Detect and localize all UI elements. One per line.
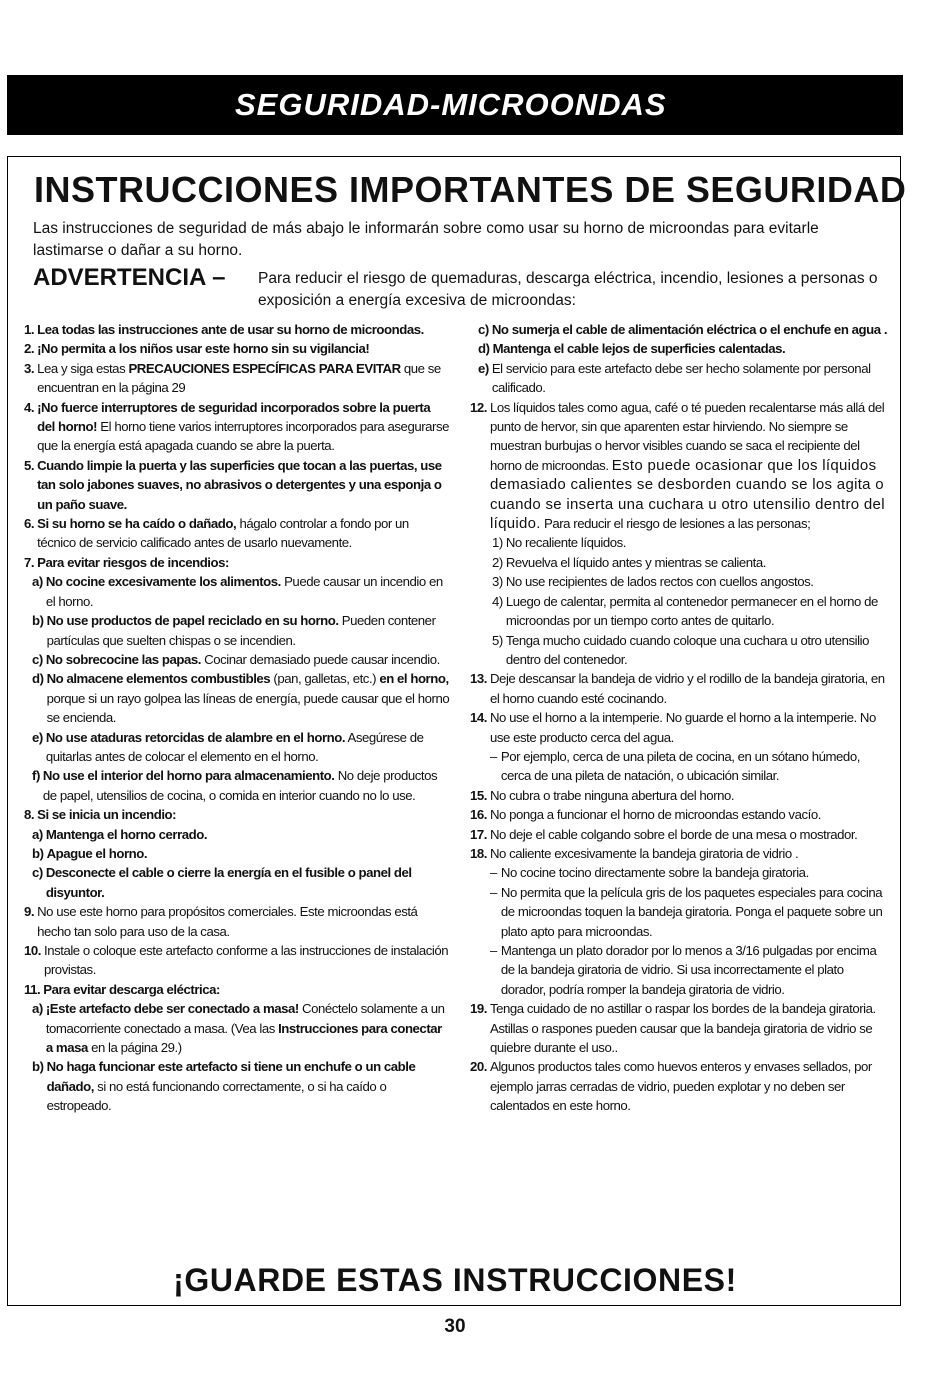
list-item	[24, 339, 450, 358]
item-number: 12.	[470, 399, 487, 415]
sub-item-letter: d)	[478, 341, 490, 357]
dash-icon: –	[490, 865, 497, 881]
item-number: 11.	[24, 981, 41, 997]
item-plain-text: hágalo controlar a fondo por un técnico de servicio calificado antes de usarlo nuevamente.	[37, 516, 409, 551]
item-plain-text: No deje productos de papel, utensilios de cocina, o comida en interior cuando no lo use.	[42, 768, 438, 803]
sub-item-text	[46, 728, 450, 767]
list-item	[470, 786, 888, 805]
item-number: 6.	[24, 516, 35, 532]
sub-item-text: Luego de calentar, permita al contenedor permanecer en el horno de microondas por un tiempo corto antes de quitarlo.	[505, 593, 878, 629]
item-text	[37, 805, 450, 824]
item-number: 8.	[24, 807, 35, 823]
item-bold-text: No sobrecocine las papas.	[45, 651, 201, 667]
item-bold-text: Mantenga el horno cerrado.	[45, 826, 208, 842]
banner-title: SEGURIDAD-MICROONDAS	[235, 87, 667, 122]
item-bold-text: Lea todas las instrucciones ante de usar su horno de microondas.	[37, 322, 424, 337]
item-bold-text: ¡Este artefacto debe ser conectado a masa!	[45, 1001, 299, 1017]
sub-item-text	[43, 766, 450, 805]
sub-item	[24, 611, 450, 650]
item-bold-text: No haga funcionar este artefacto si tiene un enchufe o un cable dañado,	[46, 1059, 416, 1094]
numbered-sub-item	[470, 572, 888, 591]
list-item	[470, 669, 888, 708]
item-bold-text: ¡No permita a los niños usar este horno sin su vigilancia!	[37, 341, 370, 357]
sub-item	[24, 1057, 450, 1115]
item-number: 3.	[24, 360, 35, 376]
item-bold-text: No cocine excesivamente los alimentos.	[45, 574, 281, 590]
list-item	[470, 1057, 888, 1115]
item-number: 9.	[24, 904, 35, 920]
item-plain-text: Para reducir el riesgo de lesiones a las personas;	[540, 516, 811, 532]
sub-item-number: 1)	[492, 535, 503, 551]
list-item	[24, 398, 450, 456]
sub-item-letter: c)	[478, 322, 489, 337]
dash-sub-item	[470, 941, 888, 999]
sub-item-text	[46, 999, 450, 1057]
sub-item-text	[46, 572, 450, 611]
sub-item-text: El servicio para este artefacto debe ser hecho solamente por personal calificado.	[491, 360, 871, 396]
list-item	[24, 456, 450, 514]
item-text: No deje el cable colgando sobre el borde de una mesa o mostrador.	[489, 826, 858, 842]
item-bold-text: No use ataduras retorcidas de alambre en el horno.	[45, 729, 346, 745]
item-number: 4.	[24, 399, 35, 415]
item-number: 19.	[470, 1001, 487, 1017]
item-text: No cubra o trabe ninguna abertura del horno.	[489, 787, 735, 803]
left-column	[24, 320, 450, 1116]
sub-item-letter: c)	[32, 651, 43, 667]
sub-item-number: 4)	[492, 593, 503, 609]
page-number: 30	[444, 1316, 466, 1337]
sub-item-text	[47, 611, 450, 650]
item-text	[37, 359, 450, 398]
item-number: 16.	[470, 807, 487, 823]
item-text	[37, 320, 450, 339]
item-text: Instale o coloque este artefacto conforme a las instrucciones de instalación provistas.	[43, 943, 449, 978]
sub-item-text	[493, 339, 888, 358]
item-plain-text: que se encuentran en la página 29	[37, 360, 441, 396]
list-item	[24, 553, 450, 572]
item-bold-text: Para evitar descarga eléctrica:	[43, 981, 220, 997]
item-plain-text: en la página 29.)	[87, 1040, 182, 1056]
sub-item-number: 3)	[492, 574, 503, 590]
numbered-sub-item	[470, 533, 888, 552]
item-bold-text: ¡No fuerce interruptores de seguridad incorporados sobre la puerta del horno!	[37, 399, 431, 435]
sub-item-text	[492, 320, 888, 339]
sub-item-text: No cocine tocino directamente sobre la bandeja giratoria.	[500, 865, 809, 881]
sub-item-text	[47, 844, 450, 863]
sub-item-text	[47, 1057, 450, 1115]
list-item	[470, 805, 888, 824]
warning-label: ADVERTENCIA –	[33, 264, 226, 291]
sub-item	[24, 572, 450, 611]
intro-paragraph: Las instrucciones de seguridad de más abajo le informarán sobre como usar su horno de microondas para evitarle lastimarse o dañar a su horno.	[33, 220, 819, 259]
dash-icon: –	[490, 884, 497, 900]
sub-item-text: No recaliente líquidos.	[505, 535, 626, 551]
item-wide-text: Esto puede ocasionar que los líquidos demasiado calientes se desborden cuando se los agita o cuando se inserta una cuchara u otro utensilio dentro del líquido.	[489, 456, 885, 533]
sub-item-text: No permita que la película gris de los paquetes especiales para cocina de microondas toquen la bandeja giratoria. Ponga el paquete sobre un plato apto para microondas.	[500, 884, 883, 939]
sub-item-letter: f)	[32, 768, 40, 784]
sub-item-letter: e)	[32, 729, 43, 745]
item-number: 10.	[24, 943, 41, 958]
dash-sub-item	[470, 863, 888, 882]
list-item	[24, 980, 450, 999]
sub-item-letter: a)	[32, 1001, 43, 1017]
sub-item	[470, 320, 888, 339]
item-text	[37, 339, 450, 358]
sub-item-letter: b)	[32, 845, 44, 861]
item-plain-text: Los líquidos tales como agua, café o té pueden recalentarse más allá del punto de hervor, sin que aparenten estar hirviendo. No siempre se muestran burbujas o hervor visibles cuando se saca el recipiente del horno de microondas.	[489, 399, 885, 473]
item-number: 15.	[470, 787, 487, 803]
sub-item	[24, 669, 450, 727]
item-bold-text: Desconecte el cable o cierre la energía en el fusible o panel del disyuntor.	[45, 865, 412, 900]
sub-item-letter: a)	[32, 826, 43, 842]
item-text	[37, 514, 450, 553]
numbered-sub-item	[470, 592, 888, 631]
sub-item-letter: d)	[32, 671, 44, 687]
sub-item-text: Por ejemplo, cerca de una pileta de cocina, en un sótano húmedo, cerca de una pileta de natación, o ubicación similar.	[500, 748, 860, 784]
sub-item-letter: b)	[32, 1059, 44, 1075]
item-text	[37, 456, 450, 514]
item-bold-text: PRECAUCIONES ESPECÍFICAS PARA EVITAR	[128, 360, 401, 376]
item-text: Deje descansar la bandeja de vidrio y el rodillo de la bandeja giratoria, en el horno cuando esté cocinando.	[489, 671, 885, 706]
item-plain-text: Puede causar un incendio en el horno.	[45, 574, 443, 609]
numbered-sub-item	[470, 553, 888, 572]
item-number: 1.	[24, 322, 35, 337]
item-text: No use este horno para propósitos comerciales. Este microondas está hecho tan solo para uso de la casa.	[37, 904, 418, 939]
item-bold-text: Para evitar riesgos de incendios:	[37, 554, 229, 570]
item-bold-text: No almacene elementos combustibles	[46, 671, 271, 687]
sub-item-number: 2)	[492, 554, 503, 570]
item-bold-text: Cuando limpie la puerta y las superficies que tocan a las puertas, use tan solo jabones suaves, no abrasivos o detergentes y una esponja o un paño suave.	[37, 457, 442, 512]
page-title: INSTRUCCIONES IMPORTANTES DE SEGURIDAD	[34, 169, 907, 210]
item-plain-text: (pan, galletas, etc.)	[270, 671, 380, 687]
sub-item-text: Tenga mucho cuidado cuando coloque una cuchara u otro utensilio dentro del contenedor.	[505, 632, 869, 667]
sub-item-text	[46, 863, 450, 902]
item-text: No ponga a funcionar el horno de microondas estando vacío.	[489, 807, 821, 823]
item-text	[37, 398, 450, 456]
list-item	[470, 844, 888, 863]
sub-item	[470, 339, 888, 358]
item-bold-text: Si se inicia un incendio:	[37, 807, 177, 823]
item-bold-text: No use productos de papel reciclado en su horno.	[46, 613, 339, 629]
item-bold-text: Si su horno se ha caído o dañado,	[37, 516, 237, 532]
item-text	[43, 980, 450, 999]
item-number: 7.	[24, 554, 35, 570]
item-plain-text: Pueden contener partículas que suelten chispas o se incendien.	[46, 613, 436, 648]
sub-item-text: Mantenga un plato dorador por lo menos a 3/16 pulgadas por encima de la bandeja giratoria de vidrio. Si usa incorrectamente el plato dorador, podría romper la bandeja giratoria de vidrio.	[500, 943, 877, 997]
footer-heading: ¡GUARDE ESTAS INSTRUCCIONES!	[173, 1262, 737, 1298]
sub-item-number: 5)	[492, 632, 503, 648]
item-plain-text: Cocinar demasiado puede causar incendio.	[200, 651, 440, 667]
list-item	[470, 825, 888, 844]
item-bold-text: No sumerja el cable de alimentación eléctrica o el enchufe en agua .	[491, 322, 888, 337]
item-plain-text: Lea y siga estas	[37, 360, 129, 376]
sub-item-text: No use recipientes de lados rectos con cuellos angostos.	[505, 574, 814, 590]
section-banner	[7, 75, 903, 135]
item-plain-text: porque si un rayo golpea las líneas de energía, puede causar que el horno se encienda.	[46, 690, 450, 726]
list-item	[24, 805, 450, 824]
item-text: No caliente excesivamente la bandeja giratoria de vidrio .	[489, 845, 799, 861]
item-bold-text: en el horno,	[379, 671, 449, 687]
item-number: 2.	[24, 341, 35, 357]
dash-icon: –	[490, 748, 497, 764]
item-number: 14.	[470, 710, 487, 726]
list-item	[470, 708, 888, 747]
item-plain-text: El horno tiene varios interruptores incorporados para asegurarse que la energía está apagada cuando se abre la puerta.	[37, 419, 450, 454]
list-item	[470, 999, 888, 1057]
sub-item	[470, 359, 888, 398]
sub-item-letter: a)	[32, 574, 43, 590]
item-bold-text: No use el interior del horno para almacenamiento.	[42, 768, 335, 784]
dash-sub-item	[470, 883, 888, 941]
item-text	[490, 398, 888, 534]
sub-item-text	[46, 650, 450, 669]
sub-item	[24, 728, 450, 767]
item-plain-text: si no está funcionando correctamente, o si ha caído o estropeado.	[46, 1078, 387, 1114]
item-bold-text: Apague el horno.	[46, 845, 148, 861]
list-item	[24, 902, 450, 941]
item-number: 18.	[470, 845, 487, 861]
list-item	[24, 514, 450, 553]
right-column	[470, 320, 888, 1116]
dash-icon: –	[490, 943, 497, 958]
item-bold-text: Instrucciones para conectar a masa	[45, 1020, 442, 1056]
sub-item-text: Revuelva el líquido antes y mientras se calienta.	[505, 554, 766, 570]
item-number: 17.	[470, 826, 487, 842]
sub-item-text	[47, 669, 450, 727]
item-plain-text: Conéctelo solamente a un tomacorriente conectado a masa. (Vea las	[45, 1001, 445, 1036]
item-plain-text: Asegúrese de quitarlas antes de colocar el elemento en el horno.	[45, 729, 424, 764]
list-item	[470, 398, 888, 534]
item-bold-text: Mantenga el cable lejos de superficies calentadas.	[492, 341, 786, 357]
warning-text: Para reducir el riesgo de quemaduras, descarga eléctrica, incendio, lesiones a personas o exposición a energía excesiva de microondas:	[258, 270, 878, 309]
sub-item	[24, 650, 450, 669]
item-number: 5.	[24, 457, 35, 473]
sub-item-text	[46, 825, 450, 844]
list-item	[24, 359, 450, 398]
item-text: No use el horno a la intemperie. No guarde el horno a la intemperie. No use este producto cerca del agua.	[489, 710, 876, 745]
sub-item	[24, 766, 450, 805]
item-text: Algunos productos tales como huevos enteros y envases sellados, por ejemplo jarras cerradas de vidrio, pueden explotar y no deben ser calentados en este horno.	[489, 1059, 872, 1114]
item-number: 13.	[470, 671, 487, 687]
list-item	[24, 320, 450, 339]
sub-item	[24, 863, 450, 902]
list-item	[24, 941, 450, 980]
dash-sub-item	[470, 747, 888, 786]
sub-item-letter: e)	[478, 360, 489, 376]
sub-item	[24, 825, 450, 844]
sub-item-letter: b)	[32, 613, 44, 629]
item-text	[37, 553, 450, 572]
item-text: Tenga cuidado de no astillar o raspar los bordes de la bandeja giratoria. Astillas o raspones pueden causar que la bandeja giratoria de vidrio se quiebre durante el uso..	[489, 1001, 876, 1056]
item-number: 20.	[470, 1059, 487, 1075]
numbered-sub-item	[470, 631, 888, 670]
sub-item-letter: c)	[32, 865, 43, 881]
sub-item	[24, 999, 450, 1057]
sub-item	[24, 844, 450, 863]
